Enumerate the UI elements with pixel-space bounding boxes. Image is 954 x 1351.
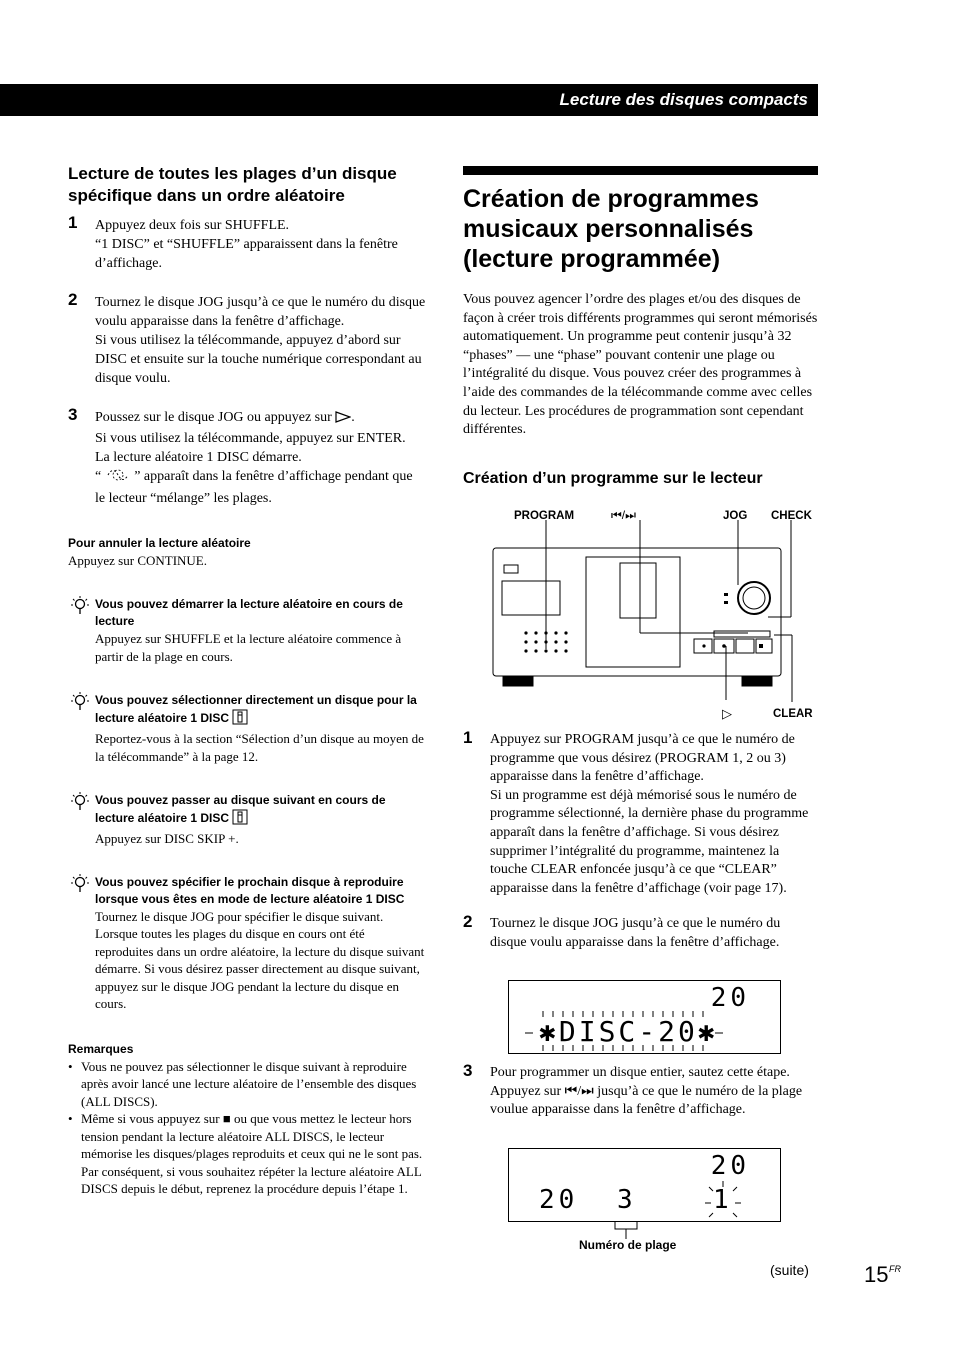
label-clear: CLEAR: [773, 708, 813, 720]
right-step-2: [463, 912, 818, 952]
remarks-list: [68, 1058, 426, 1198]
step-text: Si vous utilisez la télécommande, appuyez sur ENTER.: [95, 430, 406, 446]
right-step-3: [463, 1061, 818, 1120]
intro-paragraph: Vous pouvez agencer l’ordre des plages et/ou des disques de façon à créer trois différents programmes qui seront mémorisés automatiquement. Un programme peut contenir jusqu’à 32 “phases” — une “phase” pouvant contenir une plage ou l’intégralité du disque. Vous pouvez créer des programmes à l’aide des commandes de la télécommande comme avec celles du lecteur. Les procédures de programmation sont cependant différentes.: [463, 292, 818, 438]
lightbulb-icon: [70, 874, 90, 899]
step-text: “1 DISC” et “SHUFFLE” apparaissent dans la fenêtre d’affichage.: [95, 237, 398, 272]
remarks-block: [68, 1041, 426, 1198]
remarks-heading: Remarques: [68, 1041, 134, 1056]
lcd-display-disc: [508, 980, 781, 1054]
tip-text: Tournez le disque JOG pour spécifier le disque suivant. Lorsque toutes les plages du disque en cours ont été reproduites dans un ordre aléatoire, la lecture du disque suivant démarre. Si vous désirez passer directement au disque suivant, appuyez sur le disque JOG pendant la lecture du disque en cours.: [95, 908, 425, 1012]
step-text: Poussez sur le disque JOG ou appuyez sur .: [95, 408, 426, 429]
cancel-block: [68, 535, 426, 570]
page-lang: FR: [889, 1264, 901, 1274]
tip-heading: Vous pouvez passer au disque suivant en cours de lecture aléatoire 1 DISC: [95, 792, 426, 830]
step-number: 2: [68, 289, 78, 309]
step-text: Tournez le disque JOG jusqu’à ce que le numéro du disque voulu apparaisse dans la fenêtre d’affichage.: [490, 916, 781, 950]
lightbulb-icon: [70, 692, 90, 717]
page-number: 15: [864, 1262, 889, 1287]
tip-heading: Vous pouvez sélectionner directement un disque pour la lecture aléatoire 1 DISC: [95, 692, 426, 730]
track-caption: Numéro de plage: [579, 1238, 677, 1252]
step-number: 3: [68, 404, 78, 424]
lcd-display-track: [508, 1148, 781, 1222]
tip-1: [68, 596, 426, 665]
cancel-heading: Pour annuler la lecture aléatoire: [68, 535, 251, 550]
display-top-number: 20: [710, 1151, 750, 1181]
remote-button-icon: [232, 709, 248, 730]
right-column: [463, 166, 818, 490]
step-number: 2: [463, 912, 473, 932]
subsection-title: Création d’un programme sur le lecteur: [463, 469, 763, 487]
step-number: 1: [68, 213, 78, 232]
step-text: Si vous utilisez la télécommande, appuyez d’abord sur DISC et ensuite sur la touche numérique correspondant au disque voulu.: [95, 333, 422, 387]
step-number: 1: [463, 728, 473, 747]
display-track-number: 3: [617, 1185, 637, 1215]
cd-player-illustration: [490, 505, 800, 725]
right-steps: [463, 728, 818, 953]
display-top-number: 20: [710, 983, 750, 1013]
step-text: Pour programmer un disque entier, sautez cette étape. Appuyez sur ⏮/⏭ jusqu’à ce que le numéro de la plage voulue apparaisse dans la fenêtre d’affichage.: [490, 1065, 803, 1118]
step-text: “ ” apparaît dans la fenêtre d’affichage pendant que le lecteur “mélange” les plages.: [95, 469, 413, 507]
label-program: PROGRAM: [514, 510, 575, 522]
shuffle-indicator-icon: [105, 467, 131, 489]
right-step-1: [463, 728, 818, 898]
blink-marks-icon: [509, 981, 780, 1053]
left-step-2: [68, 289, 426, 389]
tip-heading: Vous pouvez démarrer la lecture aléatoire en cours de lecture: [95, 597, 403, 629]
lightbulb-icon: [70, 792, 90, 817]
left-step-3: [68, 404, 426, 509]
display-step-number: 1: [713, 1185, 733, 1215]
label-check: CHECK: [771, 510, 812, 522]
remark-item: • Vous ne pouvez pas sélectionner le disque suivant à reproduire après avoir lancé une lecture aléatoire de l’ensemble des disques (ALL DISCS).: [68, 1058, 426, 1111]
remote-button-icon: [232, 809, 248, 830]
right-step-3-block: [463, 1061, 818, 1120]
section-title: Lecture des disques compacts: [559, 90, 808, 109]
step-text: Appuyez sur PROGRAM jusqu’à ce que le numéro de programme que vous désirez (PROGRAM 1, 2 ou 3) apparaisse dans la fenêtre d’affichage.: [490, 732, 795, 785]
cancel-text: Appuyez sur CONTINUE.: [68, 552, 208, 568]
tip-text: Appuyez sur SHUFFLE et la lecture aléatoire commence à partir de la plage en cours.: [95, 631, 402, 664]
left-title: Lecture de toutes les plages d’un disque spécifique dans un ordre aléatoire: [68, 164, 397, 205]
step-text: Tournez le disque JOG jusqu’à ce que le numéro du disque voulu apparaisse dans la fenêtre d’affichage.: [95, 294, 426, 329]
display-main-text: ✱DISC-20✱: [539, 1015, 718, 1048]
tip-text: Reportez-vous à la section “Sélection d’un disque au moyen de la télécommande” à la page 12.: [95, 731, 424, 764]
step-number: 3: [463, 1061, 473, 1080]
label-play: ▷: [722, 706, 732, 721]
left-step-1: [68, 213, 426, 274]
label-skip: ⏮/⏭: [611, 508, 636, 522]
step-text: Si un programme est déjà mémorisé sous le numéro de programme sélectionné, la dernière phase du programme apparaît dans la fenêtre d’affichage. Si vous désirez supprimer l’intégralité du programme, maintenez la touche CLEAR enfoncée jusqu’à ce que “CLEAR” apparaisse dans la fenêtre d’affichage (voir page 17).: [490, 787, 809, 896]
suite-text: (suite): [770, 1262, 809, 1278]
tip-heading: Vous pouvez spécifier le prochain disque à reproduire lorsque vous êtes en mode de lecture aléatoire 1 DISC: [95, 874, 405, 906]
player-diagram: [490, 505, 813, 725]
step-text: La lecture aléatoire 1 DISC démarre.: [95, 450, 302, 466]
right-title: Création de programmes musicaux personnalisés (lecture programmée): [463, 166, 818, 274]
lightbulb-icon: [70, 596, 90, 621]
step-text: Appuyez deux fois sur SHUFFLE.: [95, 218, 290, 233]
section-header-bar: [0, 84, 818, 116]
tip-4: [68, 874, 426, 1013]
display-disc-number: 20: [539, 1185, 579, 1215]
remark-item: • Même si vous appuyez sur ■ ou que vous mettez le lecteur hors tension pendant la lecture aléatoire ALL DISCS, le lecteur mémorise les disques/plages reproduits et ceux qui ne le sont pas. Par conséquent, si vous souhaitez répéter la lecture aléatoire ALL DISCS depuis le début, reprenez la procédure depuis l’étape 1.: [68, 1110, 426, 1198]
left-column: [68, 163, 426, 1198]
tip-2: [68, 692, 426, 765]
tip-text: Appuyez sur DISC SKIP +.: [95, 831, 239, 847]
tip-3: [68, 792, 426, 848]
label-jog: JOG: [723, 510, 748, 522]
play-icon: [335, 410, 351, 429]
blink-marks-icon: [509, 1149, 780, 1221]
